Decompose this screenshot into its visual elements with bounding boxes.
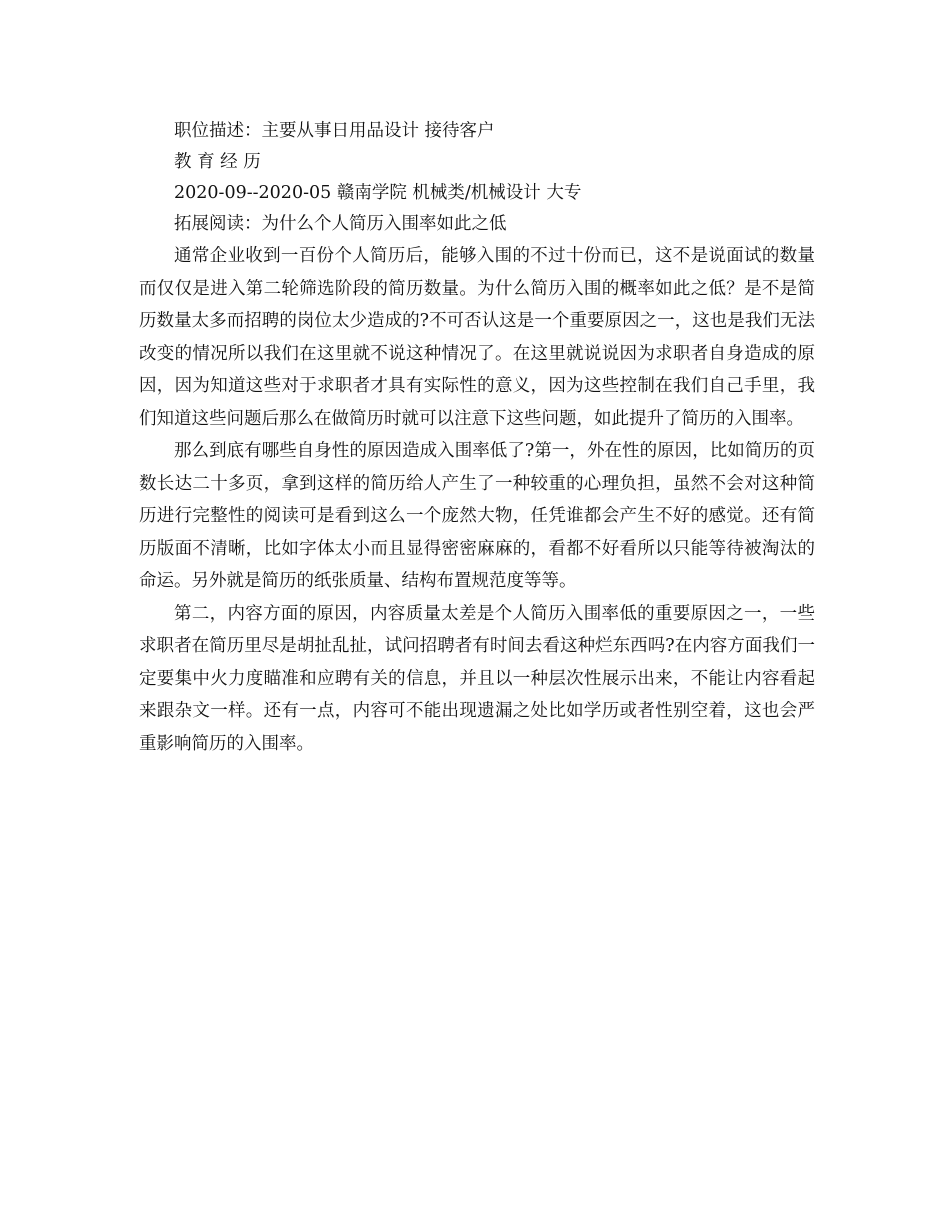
body-paragraph-3: 第二，内容方面的原因，内容质量太差是个人简历入围率低的重要原因之一，一些求职者在简历里尽是胡扯乱扯，试问招聘者有时间去看这种烂东西吗?在内容方面我们一定要集中火力度瞄准和应聘有关的信息，并且以一种层次性展示出来，不能让内容看起来跟杂文一样。还有一点，内容可不能出现遗漏之处比如学历或者性别空着，这也会严重影响简历的入围率。 xyxy=(139,603,815,754)
education-entry: 2020-09--2020-05 赣南学院 机械类/机械设计 大专 xyxy=(174,183,582,203)
education-heading: 教 育 经 历 xyxy=(174,152,261,172)
body-paragraph-2: 那么到底有哪些自身性的原因造成入围率低了?第一，外在性的原因，比如简历的页数长达二十多页，拿到这样的简历给人产生了一种较重的心理负担，虽然不会对这种简历进行完整性的阅读可是看到这么一个庞然大物，任凭谁都会产生不好的感觉。还有简历版面不清晰，比如字体太小而且显得密密麻麻的，看都不好看所以只能等待被淘汰的命运。另外就是简历的纸张质量、结构布置规范度等等。 xyxy=(139,441,815,591)
document-page xyxy=(139,116,815,760)
job-description-line: 职位描述：主要从事日用品设计 接待客户 xyxy=(174,121,495,141)
extended-reading-title: 拓展阅读：为什么个人简历入围率如此之低 xyxy=(174,214,507,234)
body-paragraph-1: 通常企业收到一百份个人简历后，能够入围的不过十份而已，这不是说面试的数量而仅仅是进入第二轮筛选阶段的简历数量。为什么简历入围的概率如此之低？是不是简历数量太多而招聘的岗位太少造成的?不可否认这是一个重要原因之一，这也是我们无法改变的情况所以我们在这里就不说这种情况了。在这里就说说因为求职者自身造成的原因，因为知道这些对于求职者才具有实际性的意义，因为这些控制在我们自己手里，我们知道这些问题后那么在做简历时就可以注意下这些问题，如此提升了简历的入围率。 xyxy=(139,246,815,429)
